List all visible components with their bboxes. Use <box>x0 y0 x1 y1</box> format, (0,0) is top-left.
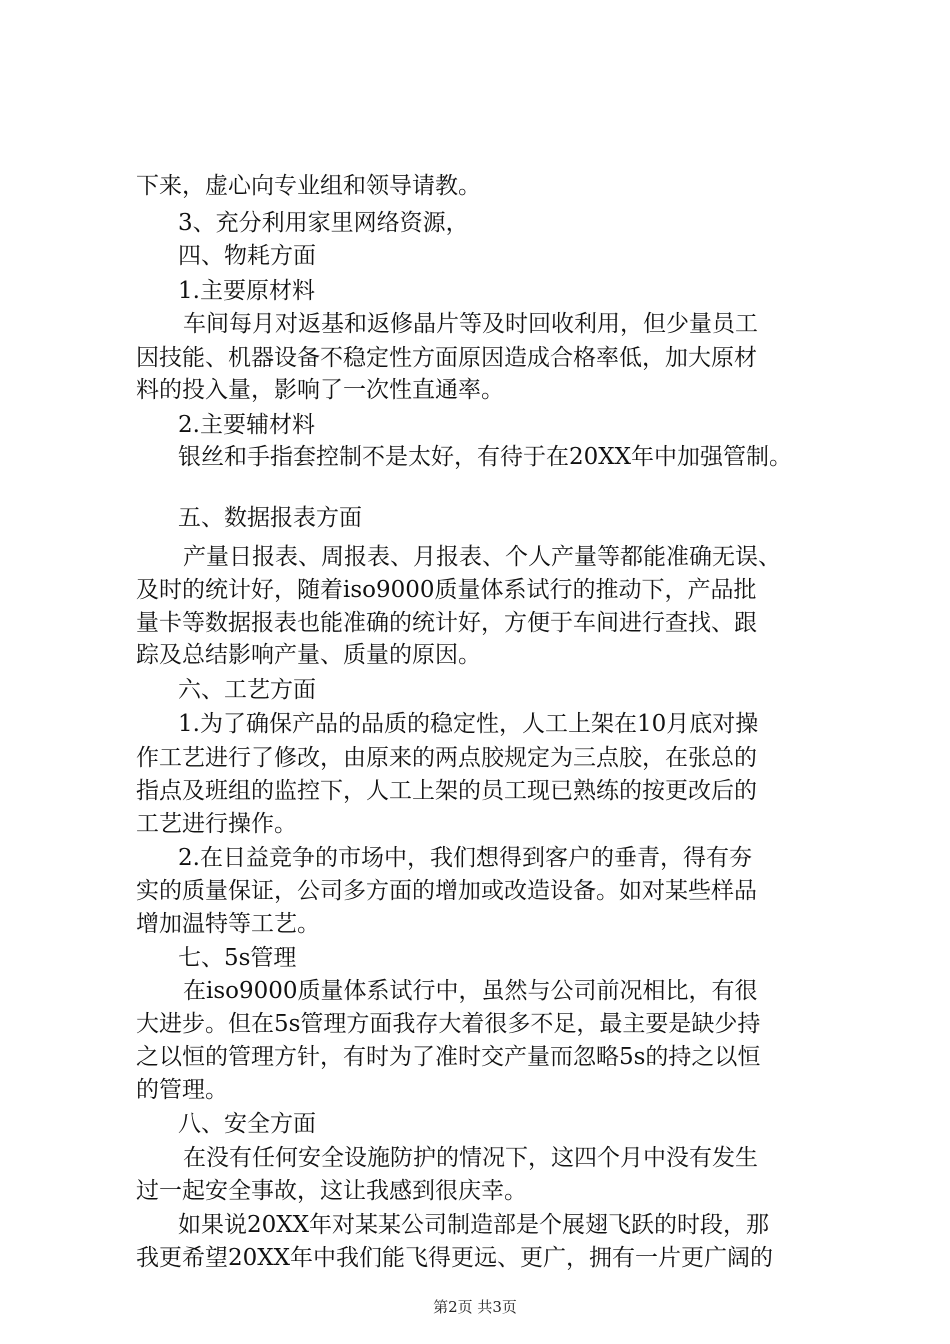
subsection-heading: 1.主要原材料 <box>178 278 315 304</box>
text-line: 踪及总结影响产量、质量的原因。 <box>136 642 481 668</box>
section-heading: 四、物耗方面 <box>178 243 316 269</box>
text-line: 我更希望20XX年中我们能飞得更远、更广，拥有一片更广阔的 <box>136 1245 774 1271</box>
text-line: 车间每月对返基和返修晶片等及时回收利用，但少量员工 <box>183 311 758 337</box>
text-line: 在没有任何安全设施防护的情况下，这四个月中没有发生 <box>183 1145 758 1171</box>
text-line: 如果说20XX年对某某公司制造部是个展翅飞跃的时段，那 <box>178 1212 770 1238</box>
text-line: 因技能、机器设备不稳定性方面原因造成合格率低，加大原材 <box>136 345 757 371</box>
text-line: 量卡等数据报表也能准确的统计好，方便于车间进行查找、跟 <box>136 610 757 636</box>
subsection-heading: 2.主要辅材料 <box>178 412 315 438</box>
page-footer: 第2页 共3页 <box>433 1298 517 1316</box>
text-line: 作工艺进行了修改，由原来的两点胶规定为三点胶，在张总的 <box>136 745 757 771</box>
text-line: 银丝和手指套控制不是太好，有待于在20XX年中加强管制。 <box>178 444 793 470</box>
text-line: 过一起安全事故，这让我感到很庆幸。 <box>136 1178 527 1204</box>
text-line: 及时的统计好，随着iso9000质量体系试行的推动下，产品批 <box>136 577 757 603</box>
text-line: 2.在日益竞争的市场中，我们想得到客户的垂青，得有夯 <box>178 845 752 871</box>
section-heading: 六、工艺方面 <box>178 677 316 703</box>
section-heading: 七、5s管理 <box>178 945 297 971</box>
text-line: 料的投入量，影响了一次性直通率。 <box>136 377 504 403</box>
text-line: 工艺进行操作。 <box>136 811 297 837</box>
text-line: 实的质量保证，公司多方面的增加或改造设备。如对某些样品 <box>136 878 757 904</box>
text-line: 在iso9000质量体系试行中，虽然与公司前况相比，有很 <box>183 978 758 1004</box>
text-line: 增加温特等工艺。 <box>136 911 320 937</box>
section-heading: 五、数据报表方面 <box>178 505 362 531</box>
text-line: 大进步。但在5s管理方面我存大着很多不足，最主要是缺少持 <box>136 1011 761 1037</box>
text-line: 的管理。 <box>136 1077 228 1103</box>
text-line: 下来，虚心向专业组和领导请教。 <box>136 173 481 199</box>
text-line: 1.为了确保产品的品质的稳定性，人工上架在10月底对操 <box>178 711 759 737</box>
text-line: 指点及班组的监控下，人工上架的员工现已熟练的按更改后的 <box>136 778 757 804</box>
section-heading: 八、安全方面 <box>178 1111 316 1137</box>
text-line: 产量日报表、周报表、月报表、个人产量等都能准确无误、 <box>183 544 781 570</box>
text-line: 之以恒的管理方针，有时为了准时交产量而忽略5s的持之以恒 <box>136 1044 761 1070</box>
text-line: 3、充分利用家里网络资源， <box>178 210 469 236</box>
